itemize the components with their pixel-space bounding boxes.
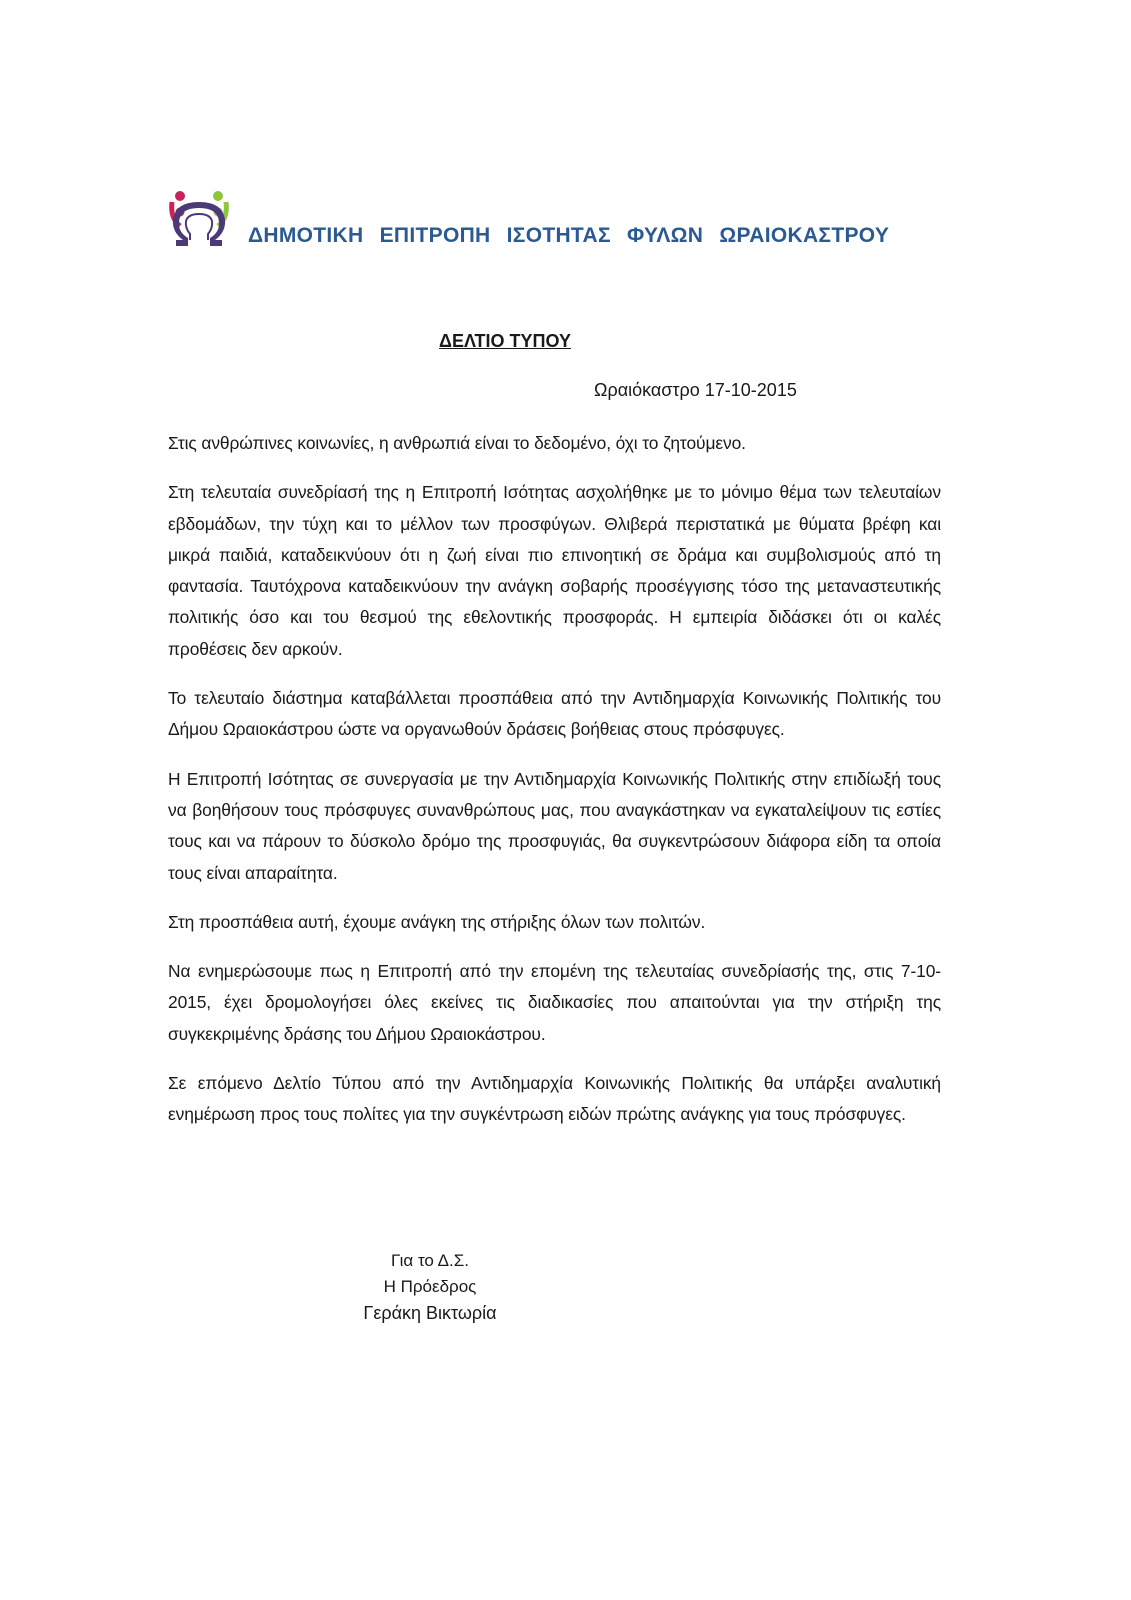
paragraph: Στις ανθρώπινες κοινωνίες, η ανθρωπιά είναι το δεδομένο, όχι το ζητούμενο. [168, 433, 746, 453]
document-body [168, 428, 941, 1149]
paragraph: Στη προσπάθεια αυτή, έχουμε ανάγκη της στήριξης όλων των πολιτών. [168, 911, 706, 932]
signature-name: Γεράκη Βικτωρία [363, 1303, 497, 1323]
signature-role: Η Πρόεδρος [383, 1277, 477, 1296]
document-title: ΔΕΛΤΙΟ ΤΥΠΟΥ [439, 331, 571, 351]
signature-block [300, 1248, 560, 1326]
omega-logo [168, 188, 230, 250]
paragraph: Το τελευταίο διάστημα καταβάλλεται προσπάθεια από την Αντιδημαρχία Κοινωνικής Πολιτικής του Δήμου Ωραιοκάστρου ώστε να οργανωθούν δράσεις βοήθειας στους πρόσφυγες. [168, 688, 941, 740]
organization-title: ΔΗΜΟΤΙΚΗ ΕΠΙΤΡΟΠΗ ΙΣΟΤΗΤΑΣ ΦΥΛΩΝ ΩΡΑΙΟΚΑΣΤΡΟΥ [248, 224, 890, 247]
paragraph: Η Επιτροπή Ισότητας σε συνεργασία με την Αντιδημαρχία Κοινωνικής Πολιτικής στην επιδίωξή τους να βοηθήσουν τους πρόσφυγες συνανθρώπους μας, που αναγκάστηκαν να εγκαταλείψουν τις εστίες τους και να πάρουν το δύσκολο δρόμο της προσφυγιάς, θα συγκεντρώσουν διάφορα είδη τα οποία τους είναι απαραίτητα. [168, 768, 941, 883]
signature-line: Για το Δ.Σ. [391, 1251, 469, 1270]
paragraph: Να ενημερώσουμε πως η Επιτροπή από την επομένη της τελευταίας συνεδρίασής της, στις 7-10-2015, έχει δρομολογήσει όλες εκείνες τις διαδικασίες που απαιτούνται για την στήριξη της συγκεκριμένης δράσης του Δήμου Ωραιοκάστρου. [168, 961, 941, 1044]
paragraph: Σε επόμενο Δελτίο Τύπου από την Αντιδημαρχία Κοινωνικής Πολιτικής θα υπάρξει αναλυτική ενημέρωση προς τους πολίτες για την συγκέντρωση ειδών πρώτης ανάγκης για τους πρόσφυγες. [168, 1073, 941, 1125]
place-date: Ωραιόκαστρο 17-10-2015 [594, 380, 797, 400]
paragraph: Στη τελευταία συνεδρίασή της η Επιτροπή Ισότητας ασχολήθηκε με το μόνιμο θέμα των τελευταίων εβδομάδων, την τύχη και το μέλλον των προσφύγων. Θλιβερά περιστατικά με θύματα βρέφη και μικρά παιδιά, καταδεικνύουν ότι η ζωή είναι πιο επινοητική σε δράμα και συμβολισμούς από τη φαντασία. Ταυτόχρονα καταδεικνύουν την ανάγκη σοβαρής προσέγγισης τόσο της μεταναστευτικής πολιτικής όσο και του θεσμού της εθελοντικής προσφοράς. Η εμπειρία διδάσκει ότι οι καλές προθέσεις δεν αρκούν. [168, 482, 941, 659]
